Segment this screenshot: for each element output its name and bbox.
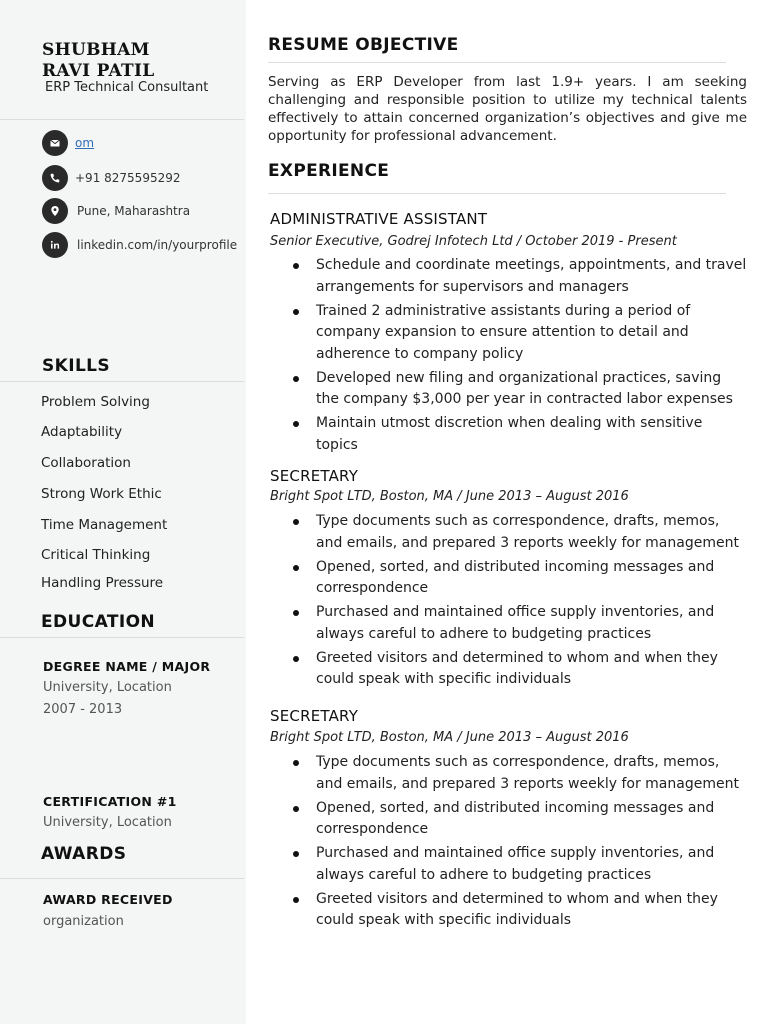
- job-bullets: [270, 752, 748, 934]
- bullet-item: Maintain utmost discretion when dealing with sensitive topics: [270, 413, 748, 456]
- contact-location: [42, 198, 190, 224]
- education-heading: EDUCATION: [41, 612, 156, 632]
- name-line-1: SHUBHAM: [42, 40, 150, 60]
- bullet-item: Schedule and coordinate meetings, appointments, and travel arrangements for supervisors and managers: [270, 255, 748, 298]
- location-pin-icon: [42, 198, 68, 224]
- divider: [0, 878, 244, 879]
- job-title: ADMINISTRATIVE ASSISTANT: [270, 210, 488, 228]
- divider: [0, 637, 244, 638]
- divider: [268, 62, 726, 63]
- sidebar: [0, 0, 246, 1024]
- contact-phone: [42, 165, 181, 191]
- divider: [0, 381, 244, 382]
- degree-school: University, Location: [43, 680, 172, 695]
- degree-name: DEGREE NAME / MAJOR: [43, 659, 211, 674]
- skill-item: Collaboration: [41, 455, 131, 471]
- name-line-2: RAVI PATIL: [42, 61, 155, 81]
- contact-email[interactable]: [42, 130, 94, 156]
- contact-linkedin[interactable]: [42, 232, 237, 258]
- location-text: Pune, Maharashtra: [77, 204, 191, 218]
- award-title: AWARD RECEIVED: [43, 892, 173, 907]
- phone-icon: [42, 165, 68, 191]
- certification-title: CERTIFICATION #1: [43, 794, 177, 809]
- job-meta: Bright Spot LTD, Boston, MA / June 2013 – August 2016: [270, 489, 629, 504]
- job-title: SECRETARY: [270, 707, 359, 725]
- job-title: SECRETARY: [270, 467, 359, 485]
- bullet-item: Trained 2 administrative assistants during a period of company expansion to ensure attention to detail and adherence to company policy: [270, 301, 748, 366]
- job-meta: Senior Executive, Godrej Infotech Ltd / October 2019 - Present: [270, 234, 677, 249]
- bullet-item: Opened, sorted, and distributed incoming messages and correspondence: [270, 557, 748, 600]
- bullet-item: Developed new filing and organizational practices, saving the company $3,000 per year in contracted labor expenses: [270, 368, 748, 411]
- skill-item: Time Management: [41, 517, 168, 533]
- skill-item: Critical Thinking: [41, 547, 151, 563]
- job-role: ERP Technical Consultant: [45, 80, 209, 95]
- bullet-item: Greeted visitors and determined to whom and when they could speak with specific individuals: [270, 648, 748, 691]
- job-meta: Bright Spot LTD, Boston, MA / June 2013 – August 2016: [270, 730, 629, 745]
- job-bullets: [270, 511, 748, 693]
- skill-item: Adaptability: [41, 424, 123, 440]
- job-bullets: [270, 255, 748, 459]
- skills-heading: SKILLS: [42, 356, 111, 376]
- email-link[interactable]: om: [75, 136, 95, 150]
- skill-item: Problem Solving: [41, 394, 150, 410]
- linkedin-icon: [42, 232, 68, 258]
- skill-item: Handling Pressure: [41, 575, 164, 591]
- phone-number: +91 8275595292: [75, 171, 181, 185]
- mail-icon: [42, 130, 68, 156]
- experience-heading: EXPERIENCE: [268, 161, 390, 181]
- objective-heading: RESUME OBJECTIVE: [268, 35, 459, 55]
- bullet-item: Type documents such as correspondence, drafts, memos, and emails, and prepared 3 reports weekly for management: [270, 752, 748, 795]
- candidate-name: [42, 40, 155, 82]
- divider: [0, 119, 244, 120]
- bullet-item: Purchased and maintained office supply inventories, and always careful to adhere to budgeting practices: [270, 602, 748, 645]
- award-organization: organization: [43, 914, 124, 929]
- awards-heading: AWARDS: [41, 844, 127, 864]
- bullet-item: Opened, sorted, and distributed incoming messages and correspondence: [270, 798, 748, 841]
- bullet-item: Greeted visitors and determined to whom and when they could speak with specific individuals: [270, 889, 748, 932]
- degree-years: 2007 - 2013: [43, 702, 123, 717]
- bullet-item: Purchased and maintained office supply inventories, and always careful to adhere to budgeting practices: [270, 843, 748, 886]
- divider: [268, 193, 726, 194]
- objective-text: Serving as ERP Developer from last 1.9+ years. I am seeking challenging and responsible position to utilize my technical talents effectively to attain concerned organization’s objectives and give me opportunity for professional advancement.: [268, 74, 747, 144]
- bullet-item: Type documents such as correspondence, drafts, memos, and emails, and prepared 3 reports weekly for management: [270, 511, 748, 554]
- certification-school: University, Location: [43, 815, 172, 830]
- linkedin-link[interactable]: linkedin.com/in/yourprofile: [77, 238, 238, 252]
- skill-item: Strong Work Ethic: [41, 486, 162, 502]
